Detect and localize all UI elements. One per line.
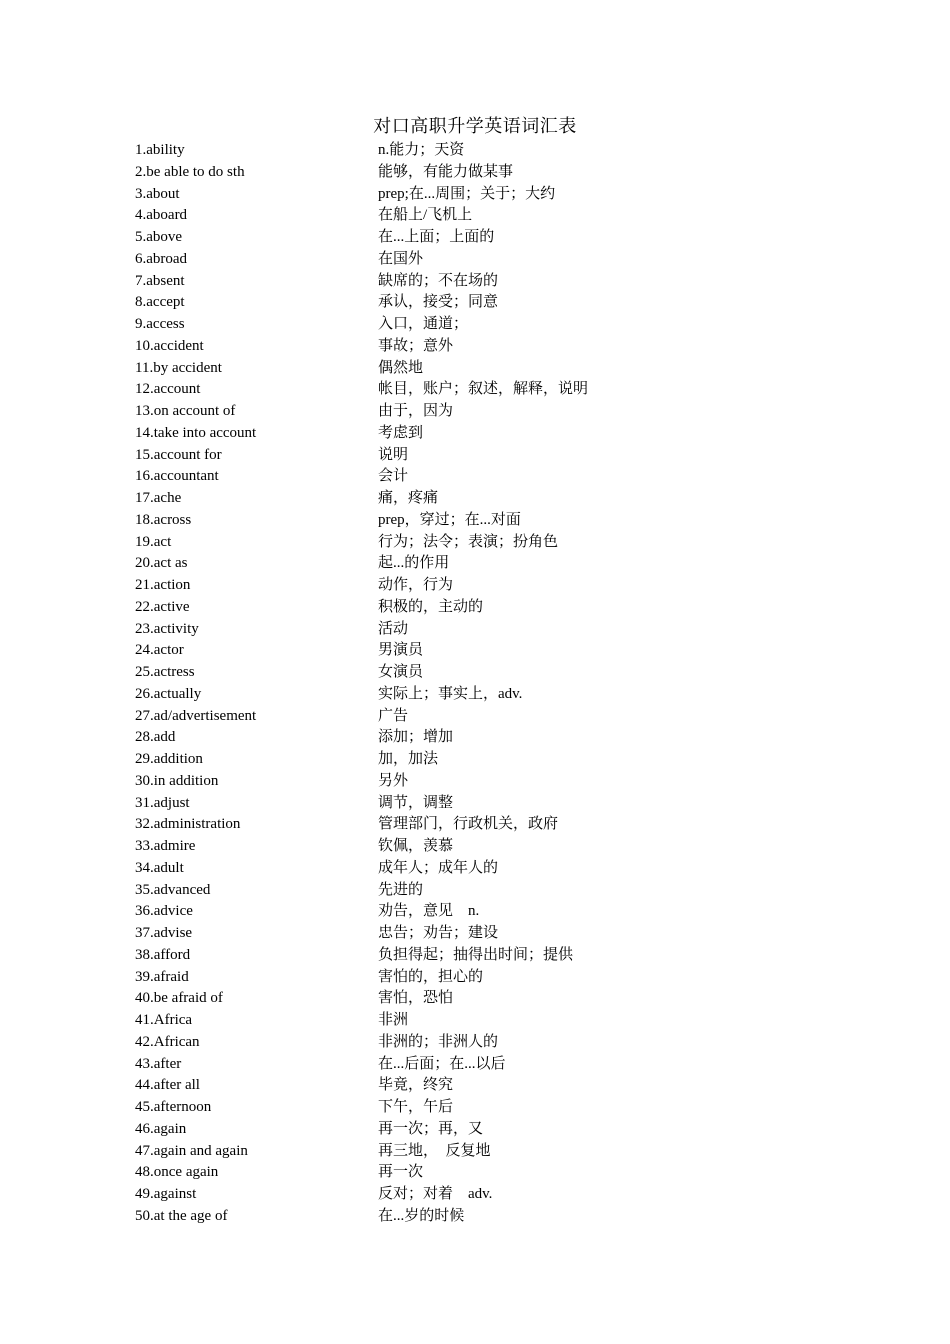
vocab-entry [135,1010,835,1032]
page-title: 对口高职升学英语词汇表 [373,116,577,136]
vocab-definition: 帐目，账户；叙述，解释，说明 [378,381,589,398]
vocab-entry [135,466,835,488]
vocab-term: 17.ache [135,490,182,506]
vocab-entry [135,836,835,858]
vocab-definition: 负担得起；抽得出时间；提供 [378,946,574,963]
vocab-definition: 在...后面；在...以后 [378,1055,506,1072]
vocab-entry [135,249,835,271]
vocab-definition: 反对；对着 adv. [378,1186,493,1202]
vocab-entry [135,227,835,249]
vocab-term: 9.access [135,316,185,332]
vocab-entry [135,1206,835,1228]
vocab-term: 37.advise [135,925,193,941]
vocab-entry [135,967,835,989]
vocab-definition: 加，加法 [378,751,439,767]
vocab-entry [135,1119,835,1141]
vocab-entry [135,1162,835,1184]
vocab-entry [135,575,835,597]
vocab-entry [135,706,835,728]
vocab-term: 38.afford [135,946,191,963]
vocab-definition: 广告 [378,707,409,724]
vocab-entry [135,684,835,706]
vocab-entry [135,553,835,575]
vocab-term: 41.Africa [135,1012,193,1028]
vocab-term: 7.absent [135,272,185,289]
vocab-definition: prep;在...周围；关于；大约 [378,185,556,202]
vocab-entry [135,1054,835,1076]
vocab-definition: 行为；法令；表演；扮角色 [378,533,559,550]
vocab-definition: 由于，因为 [378,403,454,419]
vocab-term: 16.accountant [135,468,219,485]
vocab-entry [135,662,835,684]
vocab-term: 45.afternoon [135,1099,212,1115]
vocab-term: 28.add [135,729,176,746]
vocab-term: 46.again [135,1120,187,1137]
vocab-term: 4.aboard [135,207,188,224]
vocab-definition: 添加；增加 [378,729,454,746]
vocab-definition: 女演员 [378,664,424,680]
vocab-definition: 害怕，恐怕 [378,990,454,1007]
vocab-definition: 钦佩，羡慕 [378,838,454,854]
vocab-entry [135,814,835,836]
vocab-entry [135,1032,835,1054]
vocab-definition: 成年人；成年人的 [378,859,499,876]
vocab-term: 48.once again [135,1164,219,1181]
vocab-entry [135,532,835,554]
vocab-term: 2.be able to do sth [135,163,245,180]
vocab-definition: 先进的 [378,881,424,898]
vocab-definition: 非洲 [378,1012,409,1028]
vocab-entry [135,880,835,902]
vocab-definition: 说明 [378,446,409,463]
vocab-definition: 再一次；再，又 [378,1120,484,1137]
vocab-definition: 忠告；劝告；建设 [378,925,499,941]
vocab-entry [135,1097,835,1119]
vocab-term: 5.above [135,229,183,245]
vocab-definition: 起...的作用 [378,555,450,572]
vocab-entry [135,640,835,662]
vocab-entry [135,314,835,336]
vocab-term: 10.accident [135,337,204,354]
vocab-term: 21.action [135,577,191,593]
vocab-term: 15.account for [135,446,222,463]
vocab-definition: 非洲的；非洲人的 [378,1033,499,1050]
vocab-term: 20.act as [135,555,188,572]
vocab-definition: 调节，调整 [378,794,454,811]
vocab-entry [135,488,835,510]
vocab-definition: 再三地， 反复地 [378,1142,491,1159]
vocab-definition: 动作，行为 [378,577,454,593]
vocab-definition: 害怕的，担心的 [378,968,484,985]
vocab-entry [135,205,835,227]
vocab-term: 8.accept [135,294,185,311]
vocab-entry [135,162,835,184]
vocab-entry [135,901,835,923]
vocab-term: 18.across [135,511,192,528]
vocab-definition: 另外 [378,772,409,789]
vocab-definition: 事故；意外 [378,337,454,354]
vocab-term: 25.actress [135,664,195,680]
vocab-definition: 劝告，意见 n. [378,903,480,920]
vocab-term: 40.be afraid of [135,990,223,1007]
vocab-definition: 在...岁的时候 [378,1207,465,1224]
vocab-definition: 毕竟，终究 [378,1077,454,1094]
vocab-entry [135,727,835,749]
vocab-definition: 积极的，主动的 [378,598,484,615]
vocab-definition: 再一次 [378,1164,424,1181]
vocab-term: 24.actor [135,642,184,659]
vocab-entry [135,988,835,1010]
vocab-term: 11.by accident [135,359,222,376]
vocab-entry [135,619,835,641]
vocab-term: 27.ad/advertisement [135,707,257,724]
vocab-entry [135,793,835,815]
vocab-definition: 考虑到 [378,424,424,441]
vocab-definition: 活动 [378,620,409,637]
vocab-entry [135,749,835,771]
vocab-definition: 入口，通道； [378,316,469,332]
vocab-entry [135,140,835,162]
vocab-definition: 承认，接受；同意 [378,294,499,311]
vocab-term: 32.administration [135,816,241,833]
vocab-definition: 在国外 [378,250,424,267]
vocab-term: 14.take into account [135,424,257,441]
vocab-entry [135,379,835,401]
vocab-definition: 偶然地 [378,359,424,376]
vocab-entry [135,1184,835,1206]
vocab-definition: 下午，午后 [378,1099,454,1115]
vocab-term: 47.again and again [135,1142,248,1159]
vocab-term: 12.account [135,381,201,398]
vocab-entry [135,271,835,293]
vocab-entry [135,292,835,314]
vocab-entry [135,358,835,380]
vocab-entry [135,336,835,358]
vocab-definition: 实际上；事实上，adv. [378,685,523,702]
vocab-entry [135,1141,835,1163]
vocab-definition: n.能力；天资 [378,142,465,158]
vocab-definition: prep，穿过；在...对面 [378,511,521,528]
vocab-entry [135,401,835,423]
vocab-definition: 在...上面；上面的 [378,229,495,245]
vocab-term: 44.after all [135,1077,200,1094]
vocab-term: 33.admire [135,838,196,854]
vocab-entry [135,923,835,945]
vocab-term: 30.in addition [135,772,219,789]
vocab-term: 39.afraid [135,968,189,985]
vocab-term: 22.active [135,598,190,615]
vocab-term: 1.ability [135,142,185,158]
vocabulary-list [135,140,835,1228]
vocab-term: 50.at the age of [135,1207,228,1224]
vocab-entry [135,423,835,445]
vocab-definition: 能够，有能力做某事 [378,163,514,180]
vocab-definition: 男演员 [378,642,424,659]
vocab-term: 13.on account of [135,403,236,419]
vocab-definition: 缺席的；不在场的 [378,272,499,289]
vocab-term: 23.activity [135,620,199,637]
vocab-term: 35.advanced [135,881,211,898]
vocab-entry [135,945,835,967]
vocab-term: 49.against [135,1186,197,1202]
vocab-term: 36.advice [135,903,193,920]
vocab-definition: 管理部门，行政机关，政府 [378,816,559,833]
vocab-entry [135,510,835,532]
vocab-term: 31.adjust [135,794,190,811]
vocab-entry [135,1075,835,1097]
vocab-entry [135,771,835,793]
vocab-definition: 会计 [378,468,409,485]
vocab-term: 19.act [135,533,172,550]
vocab-term: 29.addition [135,751,203,767]
vocab-term: 42.African [135,1033,200,1050]
vocab-entry [135,184,835,206]
vocab-term: 3.about [135,185,180,202]
vocab-term: 26.actually [135,685,202,702]
vocab-entry [135,858,835,880]
vocab-term: 6.abroad [135,250,188,267]
vocab-term: 43.after [135,1055,182,1072]
vocab-entry [135,597,835,619]
vocab-definition: 在船上/飞机上 [378,207,473,224]
vocab-entry [135,445,835,467]
vocab-definition: 痛，疼痛 [378,490,439,506]
vocab-term: 34.adult [135,859,184,876]
